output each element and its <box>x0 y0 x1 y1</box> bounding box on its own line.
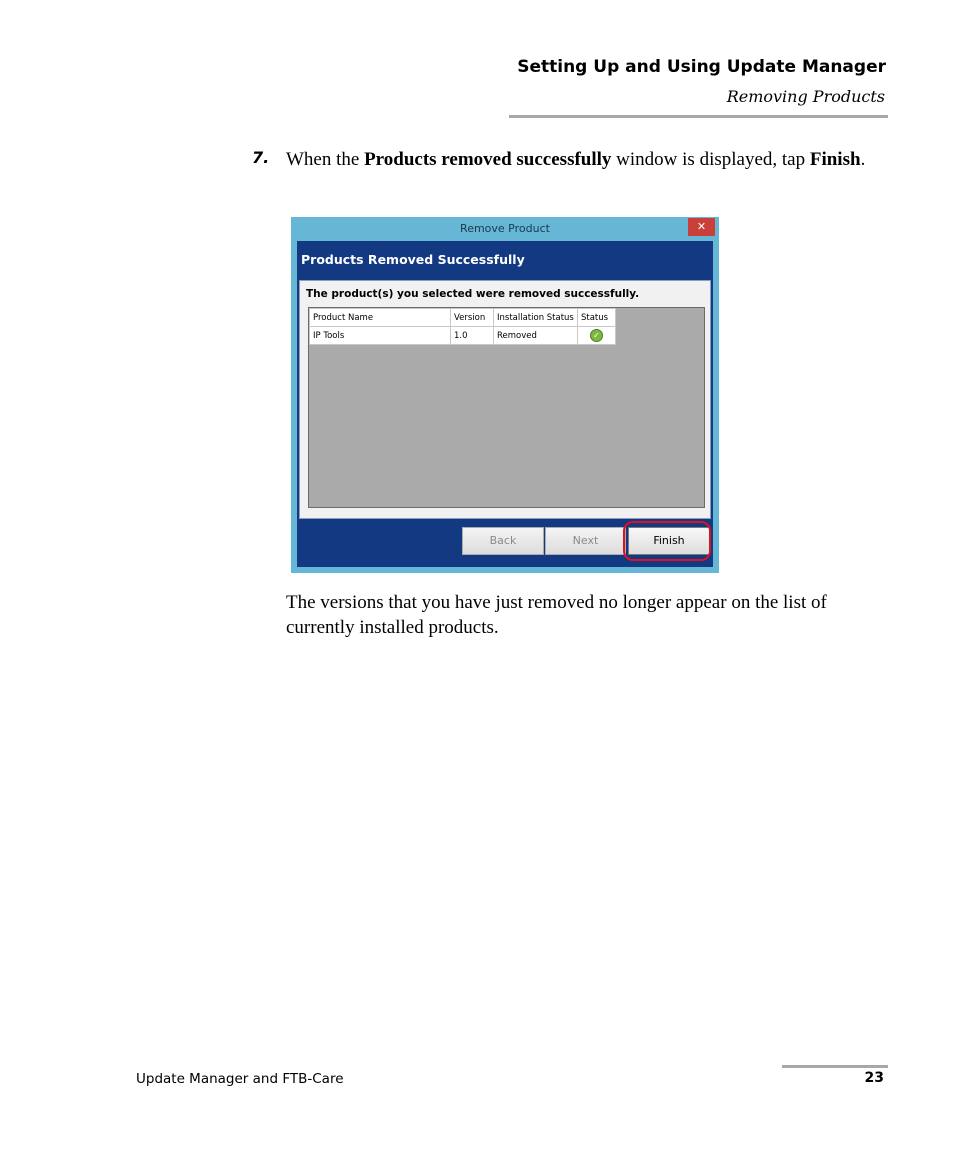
success-check-icon: ✓ <box>590 329 603 342</box>
next-button[interactable]: Next <box>545 527 626 555</box>
finish-button[interactable]: Finish <box>628 527 710 555</box>
step-window-name: Products removed successfully <box>364 149 612 170</box>
result-panel <box>299 280 711 519</box>
result-paragraph: The versions that you have just removed no longer appear on the list of currently installed products. <box>286 592 827 638</box>
step-text-before: When the <box>286 149 365 170</box>
page-number: 23 <box>864 1070 884 1086</box>
status-cell <box>578 327 616 345</box>
column-header-version[interactable]: Version <box>451 309 494 327</box>
products-table <box>309 308 616 345</box>
footer-divider <box>782 1065 888 1068</box>
dialog-heading: Products Removed Successfully <box>301 252 525 267</box>
step-text-end: . <box>860 149 866 170</box>
column-header-product-name[interactable]: Product Name <box>310 309 451 327</box>
result-message: The product(s) you selected were removed successfully. <box>306 288 640 300</box>
section-title: Removing Products <box>726 87 885 106</box>
table-row[interactable] <box>310 327 616 345</box>
back-button[interactable]: Back <box>462 527 544 555</box>
product-name-cell: IP Tools <box>310 327 451 345</box>
close-icon: ✕ <box>696 220 707 233</box>
step-action-name: Finish <box>809 149 861 170</box>
chapter-title: Setting Up and Using Update Manager <box>517 57 886 77</box>
step-instruction <box>286 147 886 172</box>
footer-document-title: Update Manager and FTB-Care <box>136 1071 344 1087</box>
step-number: 7. <box>252 148 270 167</box>
column-header-installation-status[interactable]: Installation Status <box>494 309 578 327</box>
column-header-status[interactable]: Status <box>578 309 616 327</box>
products-grid <box>308 307 705 508</box>
installation-status-cell: Removed <box>494 327 578 345</box>
dialog-title: Remove Product <box>460 222 550 235</box>
dialog-body <box>297 241 713 567</box>
finish-highlight-callout <box>623 521 711 561</box>
remove-product-dialog <box>291 217 719 573</box>
close-button[interactable] <box>688 218 715 236</box>
step-text-middle: window is displayed, tap <box>611 149 810 170</box>
header-divider <box>509 115 888 118</box>
version-cell: 1.0 <box>451 327 494 345</box>
table-header-row <box>310 309 616 327</box>
